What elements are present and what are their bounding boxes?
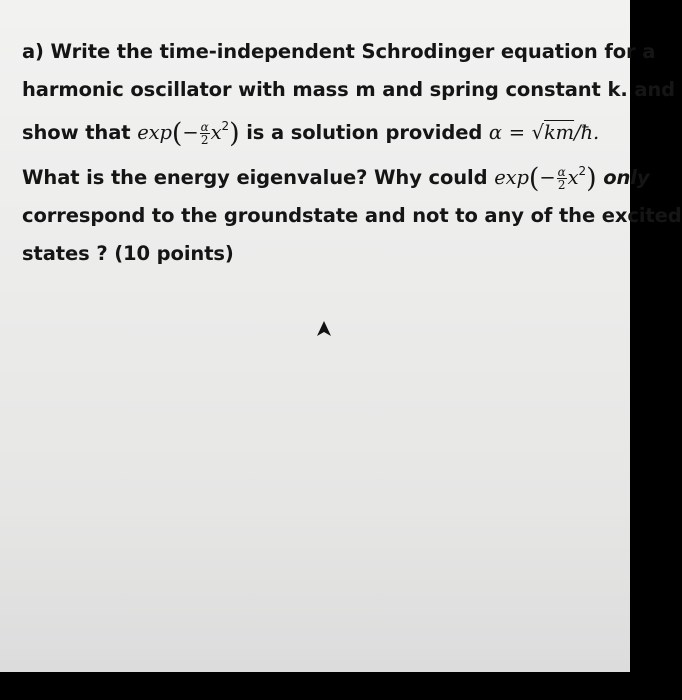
hbar-suffix: /ħ. [574,121,600,144]
close-paren: ) [229,118,240,149]
exponent-2: 2 [578,163,587,178]
bottom-black-bar [0,672,630,700]
variable-x-2: x [567,165,579,189]
line3-prefix: show that [22,121,131,144]
mouse-pointer-icon [316,320,332,338]
sqrt-sign: √ [531,121,544,144]
alpha-over-2-fraction-2: $\frac{\alpha}{2}$ [557,164,566,192]
line4-prefix: What is the energy eigenvalue? Why could [22,165,488,189]
open-paren: ( [171,118,183,149]
question-line-5: correspond to the groundstate and not to any of the excited [22,204,682,227]
question-text [22,33,682,272]
close-paren-2: ) [586,162,597,194]
question-line-3 [22,108,612,153]
question-line-1: a) Write the time-independent Schrodinger equation for a [22,40,656,63]
exp-function-2: exp [494,165,529,189]
minus-sign-2: − [539,165,556,189]
question-line-2: harmonic oscillator with mass m and spring constant k. and [22,77,676,101]
alpha-symbol: α [488,121,502,144]
sqrt-argument: km [543,121,575,144]
alpha-over-2-fraction: $\frac{\alpha}{2}$ [200,120,209,147]
exp-function: exp [137,121,172,144]
line3-mid: is a solution provided [246,121,483,144]
open-paren-2: ( [528,162,540,194]
variable-x: x [210,121,222,144]
question-line-4 [22,153,650,198]
question-line-6: states ? (10 points) [22,241,234,265]
exponent: 2 [221,119,230,133]
line4-suffix: only [603,165,650,189]
minus-sign: − [182,121,199,144]
equals-sign: = [508,121,525,144]
